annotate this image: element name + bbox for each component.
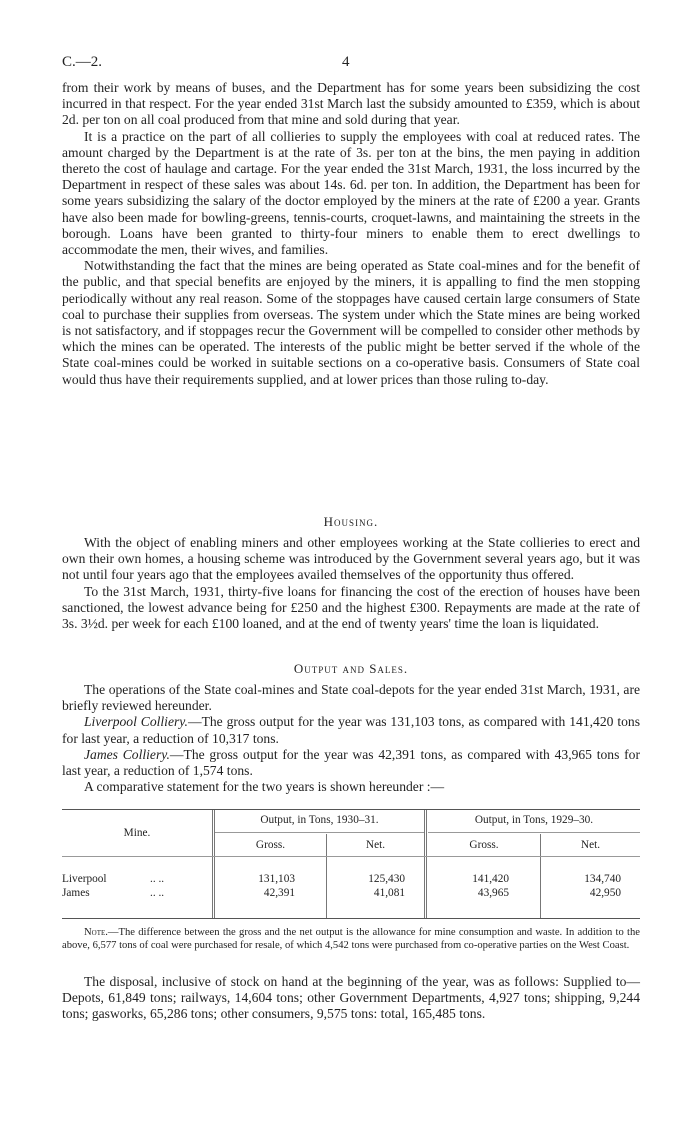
section-intro — [62, 80, 640, 388]
paragraph: Liverpool Colliery.—The gross output for the year was 131,103 tons, as compared with 141,420 tons for last year, a reduction of 10,317 tons. — [62, 714, 640, 746]
note-text: —The difference between the gross and the net output is the allowance for mine consumption and waste. In addition to the above, 6,577 tons of coal were purchased for resale, of which 4,542 tons were purchased from co-operative parties on the West Coast. — [62, 927, 640, 952]
section-output — [62, 682, 640, 795]
colliery-label: Liverpool Colliery. — [84, 714, 188, 730]
col-header-net: Net. — [365, 839, 386, 851]
report-reference: C.—2. — [62, 54, 103, 70]
cell-gross-1930: 131,103 — [258, 873, 295, 885]
table-rule — [428, 832, 640, 833]
cell-gross-1929: 43,965 — [477, 887, 509, 899]
paragraph: With the object of enabling miners and other employees working at the State collieries to erect and own their own homes, a housing scheme was introduced by the Government several years ago, but it was not until four years ago that the employees availed themselves of the opportunity thus offered. — [62, 535, 640, 583]
colliery-label: James Colliery. — [84, 746, 170, 762]
paragraph: from their work by means of buses, and the Department has for some years been subsidizing the cost incurred in that respect. For the year ended 31st March last the subsidy amounted to £359, which is about 2d. per ton on all coal produced from that mine and sold during that year. — [62, 80, 640, 128]
housing-heading: Housing. — [323, 514, 379, 529]
note-label: Note. — [84, 927, 108, 938]
cell-net-1929: 134,740 — [584, 873, 621, 885]
cell-gross-1929: 141,420 — [472, 873, 509, 885]
col-header-net: Net. — [580, 839, 601, 851]
table-divider — [424, 810, 427, 918]
table-header-rule — [62, 856, 640, 857]
cell-net-1930: 125,430 — [368, 873, 405, 885]
table-bottom-rule — [62, 918, 640, 919]
col-group-1930-31: Output, in Tons, 1930–31. — [260, 814, 379, 826]
paragraph: James Colliery.—The gross output for the year was 42,391 tons, as compared with 43,965 tons for last year, a reduction of 1,574 tons. — [62, 746, 640, 779]
paragraph: Notwithstanding the fact that the mines are being operated as State coal-mines and for the benefit of the public, and that special benefits are enjoyed by the miners, it is appalling to find the men stopping periodically without any real reason. Some of the stoppages have caused certain large consumers of State coal to purchase their supplies from overseas. The system under which the State mines are being worked is not satisfactory, and if stoppages recur the Government will be compelled to consider other methods by which the mines can be operated. The interests of the public might be better served if the whole of the State coal-mines could be worked in suitable sections on a co-operative basis. Consumers of State coal would thus have their requirements supplied, and at lower prices than those ruling to-day. — [62, 258, 640, 387]
row-leader-dots: .. .. — [150, 873, 165, 885]
paragraph: To the 31st March, 1931, thirty-five loans for financing the cost of the erection of houses have been sanctioned, the lowest advance being for £250 and the highest £300. Repayments are made at the rate of 3s. 3½d. per week for each £100 loaned, and at the end of twenty years' time the loan is liquidated. — [62, 583, 640, 632]
row-leader-dots: .. .. — [150, 887, 165, 899]
paragraph: It is a practice on the part of all collieries to supply the employees with coal at reduced rates. The amount charged by the Department is at the rate of 3s. per ton at the bins, the men paying in addition thereto the cost of haulage and cartage. For the year ended the 31st March, 1931, the loss incurred by the Department in respect of these sales was about 14s. 6d. per ton. In addition, the Department has been for some years subsidizing the salary of the doctor employed by the miners at the rate of £200 a year. Grants have also been made for bowling-greens, tennis-courts, croquet-lawns, and maintaining the streets in the borough. Loans have been granted to thirty-four miners to enable them to erect dwellings to accommodate the men, their wives, and families. — [62, 128, 640, 258]
table-note — [62, 926, 640, 953]
paragraph: A comparative statement for the two years is shown hereunder :— — [84, 779, 445, 795]
section-disposal — [62, 974, 640, 1023]
col-group-1929-30: Output, in Tons, 1929–30. — [474, 814, 594, 826]
section-housing — [62, 535, 640, 632]
table-rule — [215, 832, 424, 833]
cell-net-1930: 41,081 — [373, 887, 405, 899]
col-header-gross: Gross. — [469, 839, 499, 851]
col-header-mine: Mine. — [123, 827, 151, 839]
cell-net-1929: 42,950 — [589, 887, 621, 899]
table-divider — [212, 810, 215, 918]
row-mine-name: James — [62, 887, 90, 899]
cell-gross-1930: 42,391 — [263, 887, 295, 899]
row-mine-name: Liverpool — [62, 873, 107, 885]
paragraph: The operations of the State coal-mines and State coal-depots for the year ended 31st March, 1931, are briefly reviewed hereunder. — [62, 682, 640, 714]
page-number: 4 — [342, 54, 350, 70]
output-heading: Output and Sales. — [293, 661, 409, 676]
col-header-gross: Gross. — [255, 839, 286, 851]
table-top-rule — [62, 809, 640, 810]
paragraph: The disposal, inclusive of stock on hand at the beginning of the year, was as follows: Supplied to—Depots, 61,849 tons; railways, 14,604 tons; other Government Departments, 4,927 tons; shipping, 9,244 tons; gasworks, 65,286 tons; other consumers, 9,575 tons: total, 165,485 tons. — [62, 974, 640, 1022]
